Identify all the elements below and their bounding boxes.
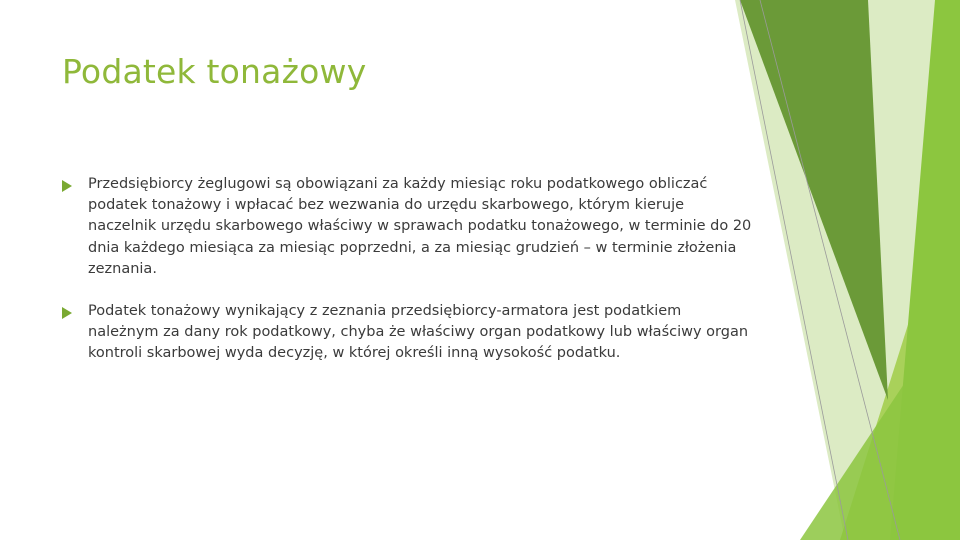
bullet-item <box>62 301 752 365</box>
triangle-bullet-icon <box>62 180 72 192</box>
bullet-item <box>62 174 752 280</box>
bullet-text: Przedsiębiorcy żeglugowi są obowiązani za każdy miesiąc roku podatkowego obliczać podatek tonażowy i wpłacać bez wezwania do urzędu skarbowego, którym kieruje naczelnik urzędu skarbowego właściwy w sprawach podatku tonażowego, w terminie do 20 dnia każdego miesiąca za miesiąc poprzedni, a za miesiąc grudzień – w terminie złożenia zeznania. <box>88 176 752 277</box>
bullet-text: Podatek tonażowy wynikający z zeznania przedsiębiorcy-armatora jest podatkiem należnym za dany rok podatkowy, chyba że właściwy organ podatkowy lub właściwy organ kontroli skarbowej wyda decyzję, w której określi inną wysokość podatku. <box>88 303 749 362</box>
slide-title: Podatek tonażowy <box>62 52 367 91</box>
bullet-list <box>62 174 752 386</box>
triangle-bullet-icon <box>62 307 72 319</box>
